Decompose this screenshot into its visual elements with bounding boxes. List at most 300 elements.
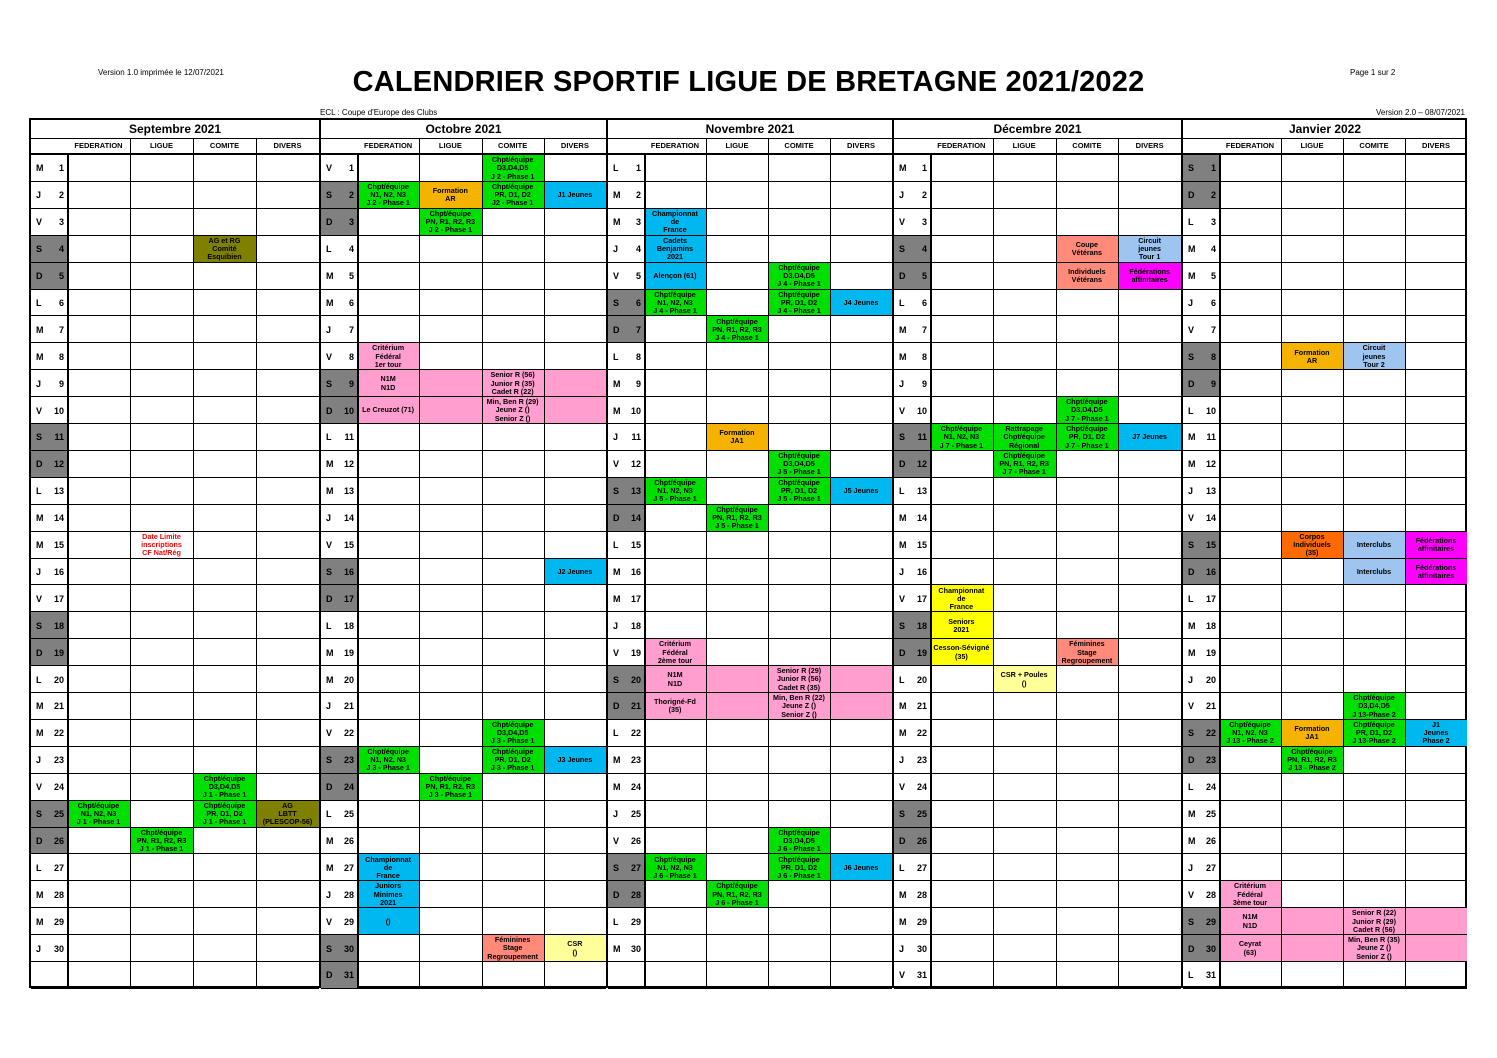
day-cell (608, 612, 644, 639)
day-number: 16 (916, 566, 927, 577)
day-number: 25 (630, 809, 641, 820)
day-number: 20 (53, 674, 64, 685)
day-cell (1183, 559, 1219, 586)
month-block (892, 120, 1181, 986)
calendar-event: Chpt/équipe D3,D4,D5 J 1 - Phase 1 (193, 774, 256, 801)
day-letter: M (899, 324, 907, 335)
day-letter: J (326, 324, 332, 335)
day-letter: J (326, 701, 332, 712)
day-cell (608, 370, 644, 397)
day-number: 22 (343, 728, 354, 739)
day-letter: S (899, 620, 906, 631)
day-cell (1183, 155, 1219, 182)
day-number: 6 (348, 297, 354, 308)
day-cell (1183, 370, 1219, 397)
column-header-federation: FEDERATION (937, 141, 986, 150)
day-letter: S (36, 244, 43, 255)
day-number: 3 (348, 217, 354, 228)
day-cell (31, 451, 67, 478)
day-letter: S (36, 809, 43, 820)
calendar-event: Chpt/équipe PN, R1, R2, R3 J 6 - Phase 1 (706, 881, 768, 908)
day-letter: M (899, 540, 907, 551)
day-letter: M (326, 647, 334, 658)
day-number: 8 (635, 351, 641, 362)
day-cell (31, 559, 67, 586)
day-cell (321, 532, 357, 559)
calendar-event: Chpt/équipe N1, N2, N3 J 7 - Phase 1 (930, 424, 993, 451)
calendar-event: Chpt/équipe D3,D4,D5 J 13-Phase 2 (1343, 693, 1405, 720)
day-letter: D (899, 835, 906, 846)
day-number: 24 (1205, 782, 1216, 793)
day-cell (321, 236, 357, 263)
day-number: 10 (630, 405, 641, 416)
day-cell (321, 962, 357, 989)
calendar-event: Coupe Vétérans (1056, 236, 1119, 263)
calendar-event: Fédérations affinitaires (1118, 263, 1181, 290)
day-cell (31, 720, 67, 747)
day-letter: D (613, 324, 620, 335)
calendar-event: Féminines Stage Regroupement (1056, 639, 1119, 666)
day-letter: D (326, 782, 333, 793)
day-cell (1183, 774, 1219, 801)
day-number: 7 (635, 324, 641, 335)
day-number: 11 (54, 432, 64, 443)
day-letter: D (899, 459, 906, 470)
day-letter: M (1188, 809, 1196, 820)
day-number: 30 (916, 943, 927, 954)
day-cell (1183, 666, 1219, 693)
day-letter: M (1188, 432, 1196, 443)
column-header-divers: DIVERS (273, 141, 302, 150)
day-number: 3 (635, 217, 641, 228)
day-letter: S (899, 432, 906, 443)
column-header-federation: FEDERATION (74, 141, 123, 150)
day-cell (321, 451, 357, 478)
day-letter: S (613, 862, 620, 873)
day-letter: M (613, 190, 621, 201)
day-cell (608, 828, 644, 855)
day-letter: J (613, 432, 619, 443)
column-header-federation: FEDERATION (1225, 141, 1275, 150)
day-number: 13 (916, 486, 927, 497)
day-cell (321, 505, 357, 532)
day-number: 1 (1210, 163, 1216, 174)
day-letter: V (326, 728, 333, 739)
day-number: 23 (1205, 755, 1216, 766)
day-letter: J (1188, 862, 1194, 873)
day-letter: D (613, 889, 620, 900)
day-cell (1183, 451, 1219, 478)
calendar-event: Formation AR (419, 182, 481, 209)
calendar-event: Chpt/équipe PN, R1, R2, R3 J 5 - Phase 1 (706, 505, 768, 532)
day-cell (1183, 720, 1219, 747)
day-letter: S (326, 190, 333, 201)
page-title: CALENDRIER SPORTIF LIGUE DE BRETAGNE 2021/2022 (352, 66, 1145, 98)
day-number: 12 (916, 459, 927, 470)
calendar-event: Cadets Benjamins 2021 (644, 236, 706, 263)
day-letter: S (1188, 163, 1195, 174)
calendar-event: Min, Ben R (29) Jeune Z () Senior Z () (419, 397, 606, 424)
day-number: 1 (348, 163, 354, 174)
day-number: 25 (916, 809, 927, 820)
day-number: 28 (1205, 889, 1216, 900)
day-letter: S (613, 486, 620, 497)
day-letter: M (326, 674, 334, 685)
calendar-event: Date Limite inscriptions CF Nat/Rég (141, 531, 182, 558)
day-cell (608, 505, 644, 532)
day-cell (894, 801, 930, 828)
day-letter: M (326, 271, 334, 282)
day-number: 22 (916, 728, 927, 739)
day-number: 6 (58, 297, 64, 308)
column-header-federation: FEDERATION (364, 141, 413, 150)
day-number: 24 (916, 782, 927, 793)
calendar-event: Chpt/équipe D3,D4,D5 J 4 - Phase 1 (768, 263, 830, 290)
day-letter: M (613, 405, 621, 416)
calendar-event: J1 Jeunes (544, 182, 606, 209)
day-number: 3 (921, 217, 927, 228)
day-letter: D (1188, 378, 1195, 389)
day-number: 8 (58, 351, 64, 362)
column-header-federation: FEDERATION (650, 141, 700, 150)
day-number: 26 (53, 835, 64, 846)
day-letter: S (326, 943, 333, 954)
day-number: 9 (58, 378, 64, 389)
day-cell (608, 236, 644, 263)
day-cell (31, 397, 67, 424)
day-number: 2 (921, 190, 927, 201)
day-number: 26 (1205, 835, 1216, 846)
day-number: 11 (631, 432, 641, 443)
month-title: Octobre 2021 (425, 122, 502, 136)
column-header-comite: COMITE (498, 141, 528, 150)
day-number: 30 (1205, 943, 1216, 954)
day-letter: M (899, 916, 907, 927)
day-cell (894, 962, 930, 989)
day-number: 9 (635, 378, 641, 389)
day-number: 4 (58, 244, 64, 255)
calendar-event: J1 Jeunes Phase 2 (1405, 720, 1467, 747)
day-letter: M (1188, 647, 1196, 658)
day-cell (321, 182, 357, 209)
calendar-event: Chpt/équipe N1, N2, N3 J 1 - Phase 1 (67, 801, 130, 828)
day-cell (321, 612, 357, 639)
calendar-event: Chpt/équipe PR, D1, D2 J 13-Phase 2 (1343, 720, 1405, 747)
day-cell (31, 505, 67, 532)
day-cell (321, 478, 357, 505)
calendar-event: Chpt/équipe PN, R1, R2, R3 J 2 - Phase 1 (419, 209, 481, 236)
day-letter: M (899, 163, 907, 174)
day-letter: L (36, 297, 42, 308)
day-cell (31, 962, 67, 989)
day-number: 10 (916, 405, 927, 416)
day-cell (1183, 263, 1219, 290)
day-cell (608, 451, 644, 478)
day-cell (608, 316, 644, 343)
day-number: 26 (630, 835, 641, 846)
day-letter: J (899, 190, 905, 201)
day-letter: J (1188, 674, 1194, 685)
day-letter: M (613, 566, 621, 577)
day-letter: J (36, 566, 42, 577)
day-number: 4 (635, 244, 641, 255)
day-letter: J (1188, 297, 1194, 308)
calendar-event: Chpt/équipe PN, R1, R2, R3 J 4 - Phase 1 (706, 316, 768, 343)
calendar-event: Circuit jeunes Tour 1 (1118, 236, 1181, 263)
day-number: 14 (53, 513, 64, 524)
day-cell (31, 343, 67, 370)
calendar-event: Chpt/équipe D3,D4,D5 J 3 - Phase 1 (482, 720, 544, 747)
day-cell (608, 585, 644, 612)
day-number: 27 (1205, 862, 1216, 873)
calendar-event: Chpt/équipe PR, D1, D2 J 7 - Phase 1 (1056, 424, 1119, 451)
day-number: 30 (53, 943, 64, 954)
day-cell (321, 881, 357, 908)
day-cell (894, 854, 930, 881)
day-letter: V (326, 916, 333, 927)
calendar-event: Seniors 2021 (930, 612, 993, 639)
day-number: 21 (630, 701, 641, 712)
day-cell (31, 370, 67, 397)
day-letter: M (899, 728, 907, 739)
day-number: 12 (53, 459, 64, 470)
day-number: 4 (1210, 244, 1216, 255)
calendar-event: Chpt/équipe PR, D1, D2 J 1 - Phase 1 (193, 801, 256, 828)
column-header-divers: DIVERS (1135, 141, 1164, 150)
day-letter: V (36, 217, 43, 228)
day-letter: D (899, 271, 906, 282)
calendar-event: AG LBTT (PLESCOP-56) (256, 801, 319, 828)
day-letter: L (36, 862, 42, 873)
day-number: 29 (343, 916, 354, 927)
day-letter: L (1188, 405, 1194, 416)
day-number: 10 (53, 405, 64, 416)
day-number: 5 (1210, 271, 1216, 282)
day-cell (321, 559, 357, 586)
day-letter: S (36, 620, 43, 631)
day-letter: M (613, 782, 621, 793)
calendar-event: N1M N1D (644, 666, 706, 693)
day-cell (1183, 532, 1219, 559)
calendar-event: Chpt/équipe PR, D1, D2 J 4 - Phase 1 (768, 290, 830, 317)
day-cell (894, 424, 930, 451)
day-letter: M (613, 378, 621, 389)
day-letter: D (326, 405, 333, 416)
day-number: 19 (916, 647, 927, 658)
day-cell (1183, 236, 1219, 263)
day-number: 26 (343, 835, 354, 846)
day-cell (894, 182, 930, 209)
version-printed-note: Version 1.0 imprimée le 12/07/2021 (98, 68, 224, 77)
calendar-event: Corpos Individuels (35) (1281, 532, 1343, 559)
day-number: 4 (348, 244, 354, 255)
day-cell (31, 854, 67, 881)
day-letter: V (613, 271, 620, 282)
calendar-event: Chpt/équipe PR, D1, D2 J2 - Phase 1 (482, 182, 544, 209)
day-letter: L (36, 674, 42, 685)
day-letter: M (613, 217, 621, 228)
day-cell (608, 182, 644, 209)
day-cell (31, 155, 67, 182)
calendar-event: CSR + Poules () (993, 666, 1056, 693)
day-cell (321, 585, 357, 612)
day-letter: V (613, 459, 620, 470)
day-cell (31, 935, 67, 962)
calendar-event: Juniors Minimes 2021 (357, 881, 419, 908)
calendar-event: J6 Jeunes (830, 854, 892, 881)
day-number: 6 (1210, 297, 1216, 308)
day-number: 17 (343, 593, 354, 604)
day-cell (31, 424, 67, 451)
day-number: 27 (630, 862, 641, 873)
day-cell (608, 559, 644, 586)
day-letter: M (326, 862, 334, 873)
day-number: 2 (58, 190, 64, 201)
day-letter: D (1188, 943, 1195, 954)
column-header-comite: COMITE (1072, 141, 1102, 150)
calendar-event: Chpt/équipe N1, N2, N3 J 13 - Phase 2 (1219, 720, 1281, 747)
day-cell (1183, 343, 1219, 370)
day-number: 13 (343, 486, 354, 497)
day-letter: L (1188, 782, 1194, 793)
day-letter: J (36, 378, 42, 389)
day-cell (1183, 747, 1219, 774)
day-number: 13 (630, 486, 641, 497)
day-cell (608, 720, 644, 747)
day-cell (31, 693, 67, 720)
day-number: 15 (343, 540, 354, 551)
day-number: 8 (921, 351, 927, 362)
calendar-event: Championnat de France (930, 585, 993, 612)
month-block (319, 120, 606, 986)
day-cell (1183, 935, 1219, 962)
day-cell (894, 666, 930, 693)
day-cell (608, 693, 644, 720)
day-cell (608, 209, 644, 236)
day-number: 10 (343, 405, 354, 416)
calendar-event: Formation JA1 (706, 424, 768, 451)
day-cell (31, 182, 67, 209)
day-cell (608, 155, 644, 182)
day-cell (31, 209, 67, 236)
day-cell (894, 693, 930, 720)
day-cell (608, 263, 644, 290)
day-number: 20 (1205, 674, 1216, 685)
day-number: 20 (916, 674, 927, 685)
day-letter: J (36, 190, 42, 201)
day-letter: M (36, 889, 44, 900)
day-number: 1 (58, 163, 64, 174)
day-cell (608, 801, 644, 828)
calendar-event: N1M N1D (357, 370, 419, 397)
day-number: 22 (630, 728, 641, 739)
calendar-event: Individuels Vétérans (1056, 263, 1119, 290)
day-number: 1 (635, 163, 641, 174)
day-letter: J (326, 513, 332, 524)
calendar-event: Thorigné-Fd (35) (644, 693, 706, 720)
day-letter: L (1188, 970, 1194, 981)
day-cell (894, 155, 930, 182)
day-cell (894, 209, 930, 236)
day-number: 7 (348, 324, 354, 335)
day-letter: S (899, 809, 906, 820)
calendar-event: Senior R (29) Junior R (56) Cadet R (35) (706, 666, 892, 693)
day-number: 14 (1205, 513, 1216, 524)
day-number: 7 (1210, 324, 1216, 335)
day-number: 21 (343, 701, 354, 712)
column-header-divers: DIVERS (560, 141, 589, 150)
day-number: 29 (53, 916, 64, 927)
day-letter: M (1188, 244, 1196, 255)
day-letter: S (1188, 351, 1195, 362)
day-cell (894, 908, 930, 935)
day-number: 15 (630, 540, 641, 551)
calendar-event: Chpt/équipe D3,D4,D5 J 6 - Phase 1 (768, 828, 830, 855)
day-letter: M (899, 701, 907, 712)
day-number: 7 (921, 324, 927, 335)
calendar-event: Critérium Fédéral 2ème tour (644, 639, 706, 666)
day-number: 14 (916, 513, 927, 524)
day-letter: L (613, 351, 619, 362)
calendar-event: Championnat de France (357, 854, 419, 881)
day-letter: V (326, 540, 333, 551)
calendar-event: Min, Ben R (35) Jeune Z () Senior Z () (1281, 935, 1467, 962)
calendar-event: Critérium Fédéral 3ème tour (1219, 881, 1281, 908)
calendar-event: Critérium Fédéral 1er tour (357, 343, 419, 370)
day-cell (608, 935, 644, 962)
page-number: Page 1 sur 2 (1350, 68, 1396, 77)
calendar-event: Chpt/équipe PN, R1, R2, R3 J 7 - Phase 1 (993, 451, 1056, 478)
column-header-ligue: LIGUE (1300, 141, 1324, 150)
calendar-event: Chpt/équipe N1, N2, N3 J 4 - Phase 1 (644, 290, 706, 317)
day-cell (31, 612, 67, 639)
day-cell (31, 263, 67, 290)
day-letter: D (1188, 566, 1195, 577)
day-cell (894, 639, 930, 666)
day-cell (31, 639, 67, 666)
calendar-event: Chpt/équipe PR, D1, D2 J 3 - Phase 1 (482, 747, 544, 774)
day-cell (608, 908, 644, 935)
day-number: 29 (1205, 916, 1216, 927)
column-header-divers: DIVERS (847, 141, 875, 150)
day-cell (894, 747, 930, 774)
day-number: 13 (53, 486, 64, 497)
day-letter: M (36, 324, 44, 335)
day-cell (31, 801, 67, 828)
calendar-event: Cesson-Sévigné (35) (930, 639, 993, 666)
day-number: 11 (344, 432, 354, 443)
day-letter: M (36, 163, 44, 174)
day-number: 19 (1205, 647, 1216, 658)
calendar-event: Min, Ben R (22) Jeune Z () Senior Z () (706, 693, 892, 720)
day-letter: D (36, 271, 43, 282)
day-letter: J (36, 755, 42, 766)
day-cell (1183, 478, 1219, 505)
calendar-event: Chpt/équipe PR, D1, D2 J 5 - Phase 1 (768, 478, 830, 505)
day-cell (894, 263, 930, 290)
day-letter: S (899, 244, 906, 255)
day-number: 25 (1205, 809, 1216, 820)
day-letter: D (36, 647, 43, 658)
day-cell (894, 881, 930, 908)
day-cell (321, 854, 357, 881)
day-letter: M (36, 728, 44, 739)
day-number: 5 (921, 271, 927, 282)
day-number: 28 (343, 889, 354, 900)
day-cell (894, 935, 930, 962)
day-cell (608, 532, 644, 559)
day-cell (321, 397, 357, 424)
